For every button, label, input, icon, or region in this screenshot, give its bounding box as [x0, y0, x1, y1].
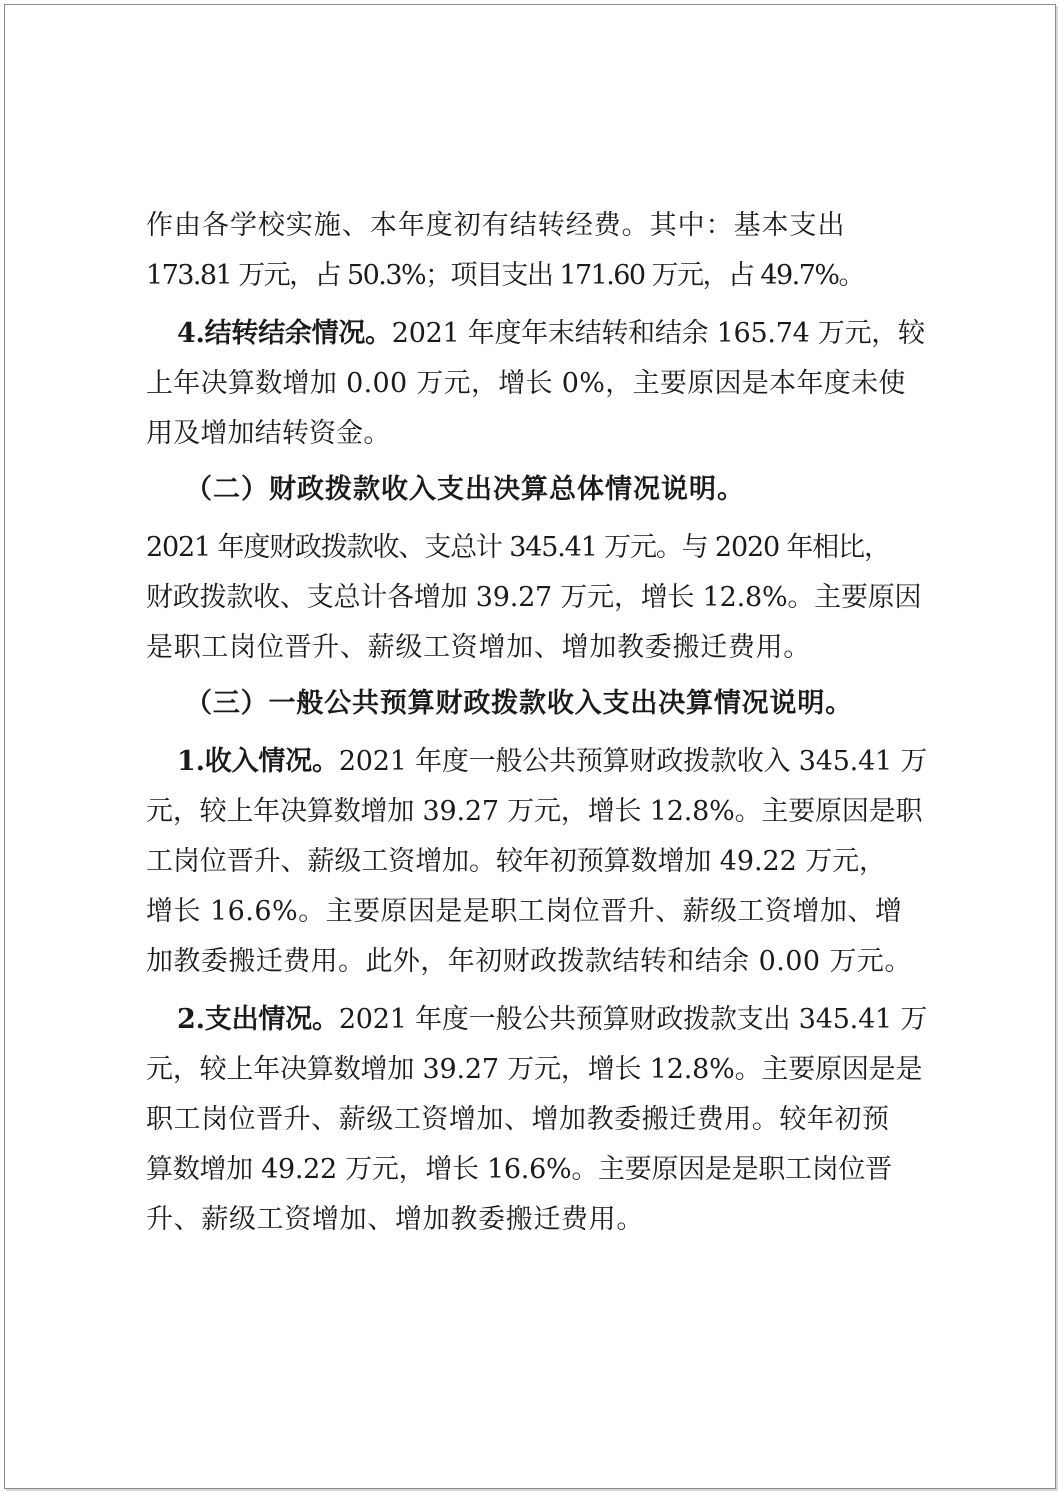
body-text-line: 上年决算数增加 0.00 万元，增长 0%，主要原因是本年度未使 [146, 368, 906, 399]
paragraph-lead: 2.支出情况。 [177, 1004, 339, 1035]
body-text-line: 173.81 万元，占 50.3%；项目支出 171.60 万元，占 49.7%。 [146, 260, 864, 291]
section-heading: （三）一般公共预算财政拨款收入支出决算情况说明。 [185, 688, 853, 719]
paragraph-lead: 1.收入情况。 [177, 746, 339, 777]
body-text: 2021 年度一般公共预算财政拨款收入 345.41 万 [338, 746, 928, 777]
body-text-line: 元，较上年决算数增加 39.27 万元，增长 12.8%。主要原因是是 [146, 1054, 923, 1085]
body-text: 2021 年度一般公共预算财政拨款支出 345.41 万 [338, 1004, 928, 1035]
body-text-line: 工岗位晋升、薪级工资增加。较年初预算数增加 49.22 万元， [146, 846, 886, 877]
body-text-line: 2021 年度财政拨款收、支总计 345.41 万元。与 2020 年相比， [146, 532, 890, 563]
body-text-line: 财政拨款收、支总计各增加 39.27 万元，增长 12.8%。主要原因 [146, 582, 922, 613]
body-text-line: 增长 16.6%。主要原因是是职工岗位晋升、薪级工资增加、增 [146, 896, 903, 927]
body-text-line: 用及增加结转资金。 [146, 418, 391, 449]
body-text-line: 职工岗位晋升、薪级工资增加、增加教委搬迁费用。较年初预 [146, 1104, 890, 1135]
paragraph-income [177, 745, 928, 779]
body-text-line: 算数增加 49.22 万元，增长 16.6%。主要原因是是职工岗位晋 [146, 1154, 892, 1185]
body-text: 2021 年度年末结转和结余 165.74 万元，较 [391, 318, 925, 349]
paragraph-carryover [177, 317, 925, 351]
body-text-line: 作由各学校实施、本年度初有结转经费。其中：基本支出 [146, 210, 846, 241]
paragraph-lead: 4.结转结余情况。 [177, 318, 392, 349]
body-text-line: 升、薪级工资增加、增加教委搬迁费用。 [146, 1204, 644, 1235]
body-text-line: 元，较上年决算数增加 39.27 万元，增长 12.8%。主要原因是职 [146, 796, 923, 827]
document-page [4, 4, 1056, 1489]
body-text-line: 是职工岗位晋升、薪级工资增加、增加教委搬迁费用。 [146, 632, 811, 663]
section-heading: （二）财政拨款收入支出决算总体情况说明。 [185, 474, 745, 505]
paragraph-expenditure [177, 1003, 928, 1037]
body-text-line: 加教委搬迁费用。此外，年初财政拨款结转和结余 0.00 万元。 [146, 946, 912, 977]
